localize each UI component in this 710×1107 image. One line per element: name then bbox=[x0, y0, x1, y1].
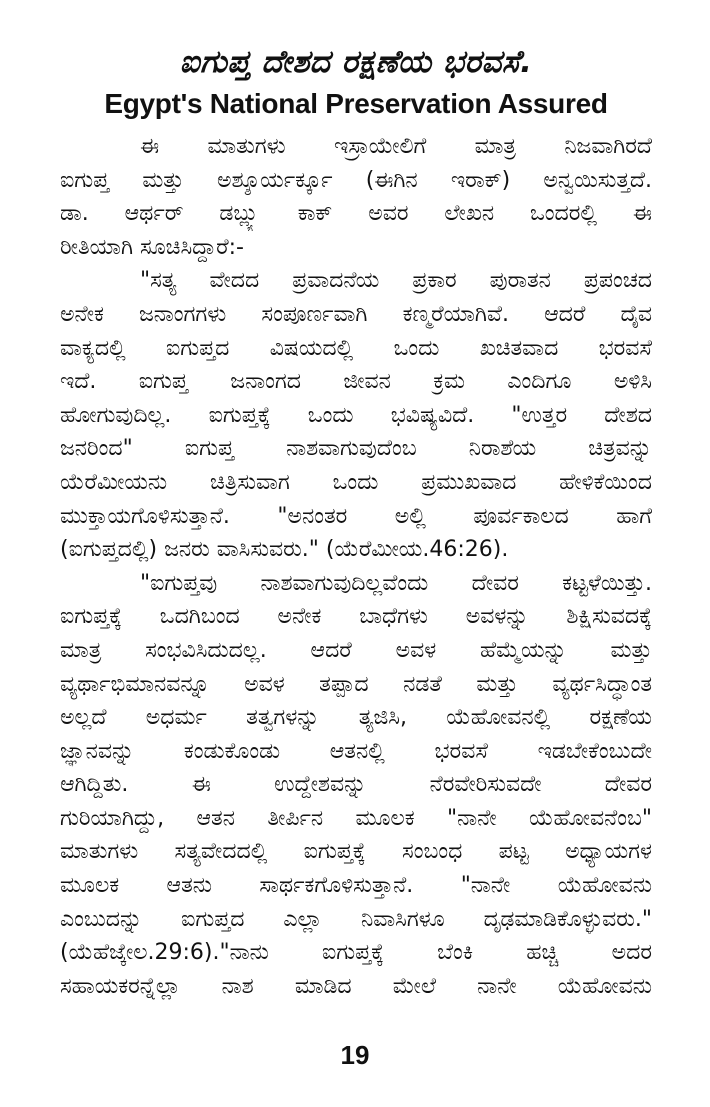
text-line: ಮೂಲಕ ಆತನು ಸಾರ್ಥಕಗೊಳಿಸುತ್ತಾನೆ. "ನಾನೇ ಯೆಹೋವನು bbox=[60, 873, 652, 899]
english-title: Egypt's National Preservation Assured bbox=[104, 88, 608, 119]
text-line: ಮಾತ್ರ ಸಂಭವಿಸಿದುದಲ್ಲ. ಆದರೆ ಅವಳ ಹೆಮ್ಮೆಯನ್ನು ಮತ್ತು bbox=[60, 637, 652, 663]
text-line: ಎಂಬುದನ್ನು ಐಗುಪ್ತದ ಎಲ್ಲಾ ನಿವಾಸಿಗಳೂ ದೃಢಮಾಡಿಕೊಳ್ಳುವರು." bbox=[60, 906, 652, 932]
text-line: ರೀತಿಯಾಗಿ ಸೂಚಿಸಿದ್ದಾರೆ:- bbox=[60, 234, 245, 260]
text-line: ಮುಕ್ತಾಯಗೊಳಿಸುತ್ತಾನೆ. "ಅನಂತರ ಅಲ್ಲಿ ಪೂರ್ವಕಾಲದ ಹಾಗೆ bbox=[60, 503, 652, 529]
text-line: ಅನೇಕ ಜನಾಂಗಗಳು ಸಂಪೂರ್ಣವಾಗಿ ಕಣ್ಮರೆಯಾಗಿವೆ. ಆದರೆ ದೈವ bbox=[60, 301, 652, 327]
paragraph-3 bbox=[60, 567, 652, 1004]
text-line: ಸಹಾಯಕರನ್ನೆಲ್ಲಾ ನಾಶ ಮಾಡಿದ ಮೇಲೆ ನಾನೇ ಯೆಹೋವನು bbox=[60, 973, 652, 999]
text-line: (ಯೆಹೆಜ್ಕೇಲ.29:6)."ನಾನು ಐಗುಪ್ತಕ್ಕೆ ಬೆಂಕಿ ಹಚ್ಚಿ ಅದರ bbox=[60, 940, 652, 966]
text-line: ಆಗಿದ್ದಿತು. ಈ ಉದ್ದೇಶವನ್ನು ನೆರವೇರಿಸುವದೇ ದೇವರ bbox=[60, 772, 652, 798]
text-line: "ಸತ್ಯ ವೇದದ ಪ್ರವಾದನೆಯ ಪ್ರಕಾರ ಪುರಾತನ ಪ್ರಪಂಚದ bbox=[140, 268, 652, 294]
text-line: ಹೋಗುವುದಿಲ್ಲ. ಐಗುಪ್ತಕ್ಕೆ ಒಂದು ಭವಿಷ್ಯವಿದೆ. "ಉತ್ತರ ದೇಶದ bbox=[60, 402, 652, 428]
paragraph-2 bbox=[60, 264, 652, 566]
text-line: ಗುರಿಯಾಗಿದ್ದು, ಆತನ ತೀರ್ಪಿನ ಮೂಲಕ "ನಾನೇ ಯೆಹೋವನೆಂಬ" bbox=[60, 805, 652, 831]
text-line: ವ್ಯರ್ಥಾಭಿಮಾನವನ್ನೂ ಅವಳ ತಪ್ಪಾದ ನಡತೆ ಮತ್ತು ವ್ಯರ್ಥಸಿದ್ಧಾಂತ bbox=[60, 671, 652, 697]
text-line: ಜ್ಞಾನವನ್ನು ಕಂಡುಕೊಂಡು ಆತನಲ್ಲಿ ಭರವಸೆ ಇಡಬೇಕೆಂಬುದೇ bbox=[60, 738, 652, 764]
paragraph-1 bbox=[60, 130, 652, 264]
text-line: ಯೆರೆಮೀಯನು ಚಿತ್ರಿಸುವಾಗ ಒಂದು ಪ್ರಮುಖವಾದ ಹೇಳಿಕೆಯಿಂದ bbox=[60, 469, 652, 495]
text-line: ಈ ಮಾತುಗಳು ಇಸ್ರಾಯೇಲಿಗೆ ಮಾತ್ರ ನಿಜವಾಗಿರದೆ bbox=[140, 134, 652, 159]
page-number: 19 bbox=[340, 1040, 370, 1070]
kannada-title: ಐಗುಪ್ತ ದೇಶದ ರಕ್ಷಣೆಯ ಭರವಸೆ. bbox=[179, 44, 533, 80]
text-line: ಇದೆ. ಐಗುಪ್ತ ಜನಾಂಗದ ಜೀವನ ಕ್ರಮ ಎಂದಿಗೂ ಅಳಿಸಿ bbox=[60, 369, 652, 395]
text-line: ಡಾ. ಆರ್ಥರ್ ಡಬ್ಲ್ಯು ಕಾಕ್ ಅವರ ಲೇಖನ ಒಂದರಲ್ಲಿ ಈ bbox=[60, 201, 652, 227]
text-line: "ಐಗುಪ್ತವು ನಾಶವಾಗುವುದಿಲ್ಲವೆಂದು ದೇವರ ಕಟ್ಟಳೆಯಿತ್ತು. bbox=[140, 570, 652, 596]
text-line: ಐಗುಪ್ತಕ್ಕೆ ಒದಗಿಬಂದ ಅನೇಕ ಬಾಧೆಗಳು ಅವಳನ್ನು ಶಿಕ್ಷಿಸುವದಕ್ಕೆ bbox=[60, 604, 652, 630]
text-line: ಅಲ್ಲದೆ ಅಧರ್ಮ ತತ್ವಗಳನ್ನು ತ್ಯಜಿಸಿ, ಯೆಹೋವನಲ್ಲಿ ರಕ್ಷಣೆಯ bbox=[60, 705, 652, 731]
text-line: (ಐಗುಪ್ತದಲ್ಲಿ) ಜನರು ವಾಸಿಸುವರು." (ಯೆರೆಮೀಯ.46:26). bbox=[60, 537, 509, 563]
text-line: ಐಗುಪ್ತ ಮತ್ತು ಅಶ್ಶೂರ್ಯರ್ಕ್ಕೂ (ಈಗಿನ ಇರಾಕ್) ಅನ್ವಯಿಸುತ್ತದೆ. bbox=[60, 167, 652, 193]
text-line: ಜನರಿಂದ" ಐಗುಪ್ತ ನಾಶವಾಗುವುದೆಂಬ ನಿರಾಶೆಯ ಚಿತ್ರವನ್ನು bbox=[60, 436, 652, 462]
text-line: ವಾಕ್ಯದಲ್ಲಿ ಐಗುಪ್ತದ ವಿಷಯದಲ್ಲಿ ಒಂದು ಖಚಿತವಾದ ಭರವಸೆ bbox=[60, 335, 652, 361]
text-line: ಮಾತುಗಳು ಸತ್ಯವೇದದಲ್ಲಿ ಐಗುಪ್ತಕ್ಕೆ ಸಂಬಂಧ ಪಟ್ಟ ಅಧ್ಯಾಯಗಳ bbox=[60, 839, 652, 865]
